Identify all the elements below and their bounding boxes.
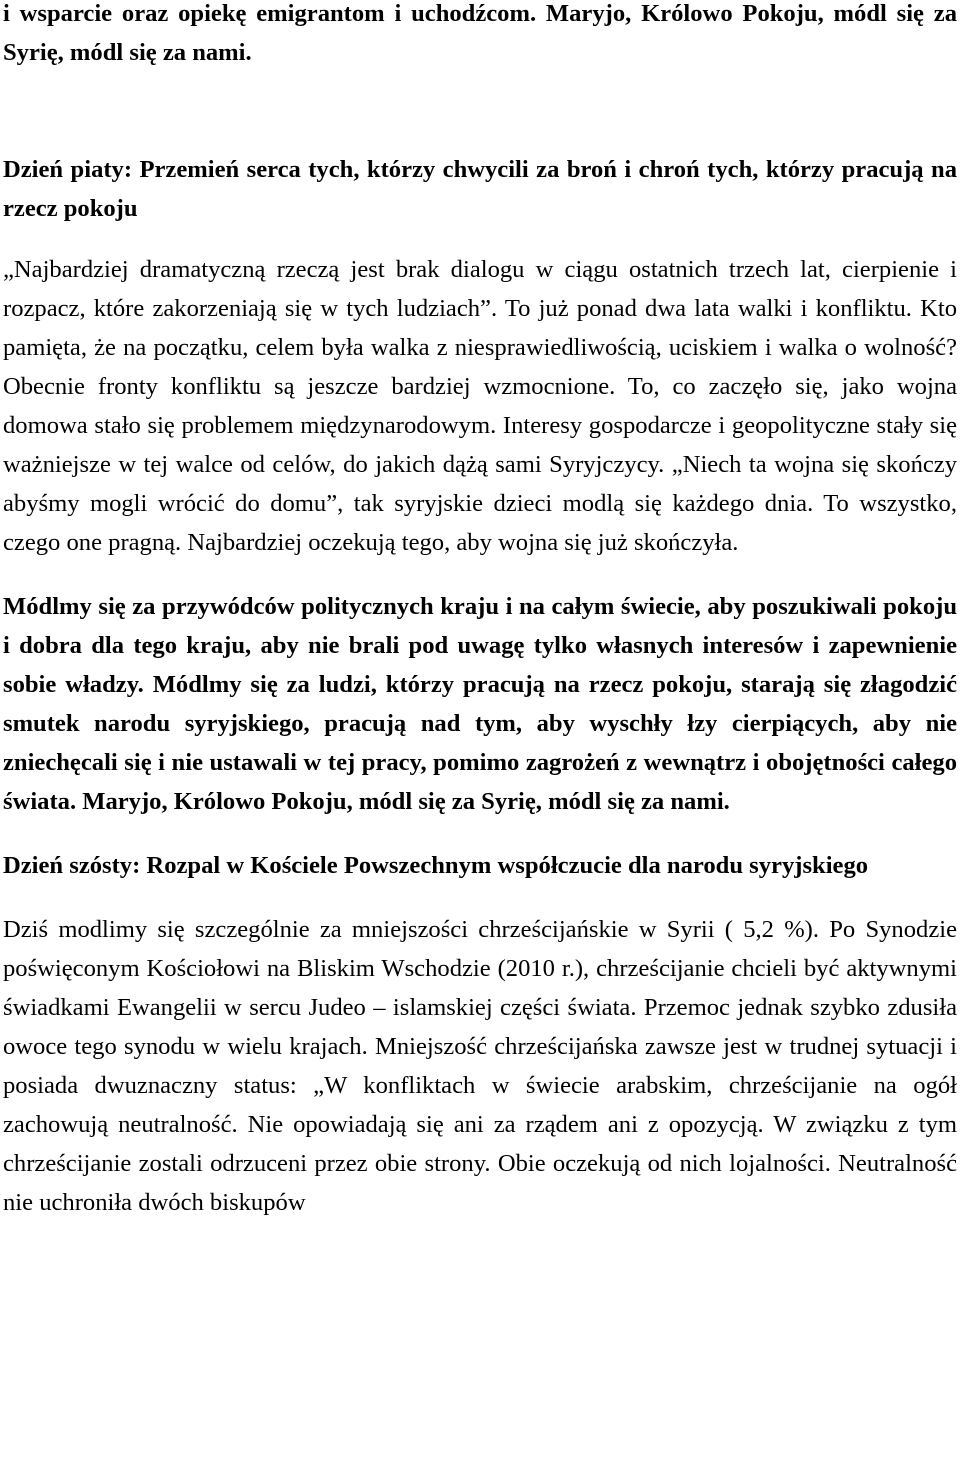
paragraph-day-five-prayer: Módlmy się za przywódców politycznych kraju i na całym świecie, aby poszukiwali pokoju i dobra dla tego kraju, aby nie brali pod uwagę tylko własnych interesów i zapewnienie sobie władzy. Módlmy się za ludzi, którzy pracują na rzecz pokoju, starają się złagodzić smutek narodu syryjskiego, pracują nad tym, aby wyschły łzy cierpiących, aby nie zniechęcali się i nie ustawali w tej pracy, pomimo zagrożeń z wewnątrz i obojętności całego świata. Maryjo, Królowo Pokoju, módl się za Syrię, módl się za nami.: [3, 593, 957, 815]
document-page: [3, 0, 957, 1222]
paragraph-prayer-end: i wsparcie oraz opiekę emigrantom i uchodźcom. Maryjo, Królowo Pokoju, módl się za Syrię, módl się za nami.: [3, 0, 957, 66]
heading-day-five: Dzień piaty: Przemień serca tych, którzy chwycili za broń i chroń tych, którzy pracują na rzecz pokoju: [3, 156, 957, 222]
heading-day-six: Dzień szósty: Rozpal w Kościele Powszechnym współczucie dla narodu syryjskiego: [3, 852, 869, 879]
paragraph-day-six-body: Dziś modlimy się szczególnie za mniejszości chrześcijańskie w Syrii ( 5,2 %). Po Synodzie poświęconym Kościołowi na Bliskim Wschodzie (2010 r.), chrześcijanie chcieli być aktywnymi świadkami Ewangelii w sercu Judeo – islamskiej części świata. Przemoc jednak szybko zdusiła owoce tego synodu w wielu krajach. Mniejszość chrześcijańska zawsze jest w trudnej sytuacji i posiada dwuznaczny status: „W konfliktach w świecie arabskim, chrześcijanie na ogół zachowują neutralność. Nie opowiadają się ani za rządem ani z opozycją. W związku z tym chrześcijanie zostali odrzuceni przez obie strony. Obie oczekują od nich lojalności. Neutralność nie uchroniła dwóch biskupów: [3, 916, 957, 1216]
paragraph-day-five-body: „Najbardziej dramatyczną rzeczą jest brak dialogu w ciągu ostatnich trzech lat, cierpienie i rozpacz, które zakorzeniają się w tych ludziach”. To już ponad dwa lata walki i konfliktu. Kto pamięta, że na początku, celem była walka z niesprawiedliwością, uciskiem i walka o wolność? Obecnie fronty konfliktu są jeszcze bardziej wzmocnione. To, co zaczęło się, jako wojna domowa stało się problemem międzynarodowym. Interesy gospodarcze i geopolityczne stały się ważniejsze w tej walce od celów, do jakich dążą sami Syryjczycy. „Niech ta wojna się skończy abyśmy mogli wrócić do domu”, tak syryjskie dzieci modlą się każdego dnia. To wszystko, czego one pragną. Najbardziej oczekują tego, aby wojna się już skończyła.: [3, 256, 957, 556]
